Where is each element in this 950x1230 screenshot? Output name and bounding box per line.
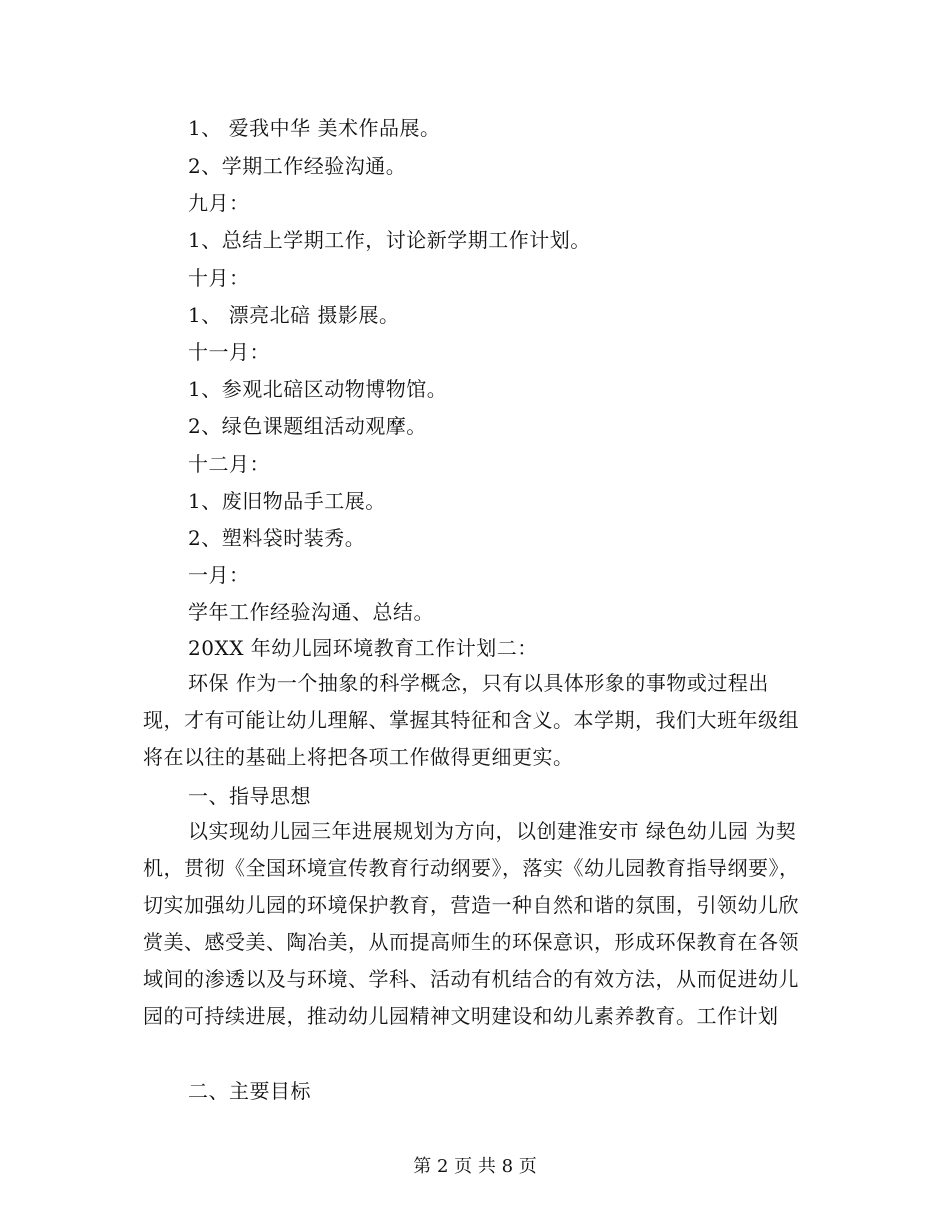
month-heading: 十月： [188,266,250,290]
section-heading: 二、主要目标 [188,1079,311,1103]
list-item: 学年工作经验沟通、总结。 [188,600,434,624]
guiding-ideology-paragraph [143,813,809,1035]
month-heading: 九月： [188,191,250,215]
guiding-ideology-text: 以实现幼儿园三年进展规划为方向，以创建淮安市 绿色幼儿园 为契机，贯彻《全国环境宣传教育行动纲要》，落实《幼儿园教育指导纲要》，切实加强幼儿园的环境保护教育，营造一种自然和谐的氛围，引领幼儿欣赏美、感受美、陶冶美，从而提高师生的环保意识，形成环保教育在各领域间的渗透以及与环境、学科、活动有机结合的有效方法，从而促进幼儿园的可持续进展，推动幼儿园精神文明建设和幼儿素养教育。工作计划 [143,819,800,1028]
list-item: 2、学期工作经验沟通。 [188,154,407,178]
month-heading: 十二月： [188,452,270,476]
list-item: 1、参观北碚区动物博物馆。 [188,377,448,401]
month-heading: 一月： [188,563,250,587]
list-item: 1、 爱我中华 美术作品展。 [188,116,441,140]
plan-title: 20XX 年幼儿园环境教育工作计划二： [188,636,538,660]
list-item: 1、废旧物品手工展。 [188,489,386,513]
section-heading: 一、指导思想 [188,784,311,808]
intro-paragraph-text: 环保 作为一个抽象的科学概念，只有以具体形象的事物或过程出现，才有可能让幼儿理解、掌握其特征和含义。本学期，我们大班年级组将在以往的基础上将把各项工作做得更细更实。 [143,671,799,769]
page-footer: 第 2 页 共 8 页 [413,1156,537,1177]
list-item: 2、绿色课题组活动观摩。 [188,414,427,438]
list-item: 1、 漂亮北碚 摄影展。 [188,303,400,327]
month-heading: 十一月： [188,340,270,364]
intro-paragraph [143,665,809,776]
list-item: 2、塑料袋时装秀。 [188,526,366,550]
list-item: 1、总结上学期工作，讨论新学期工作计划。 [188,228,591,252]
